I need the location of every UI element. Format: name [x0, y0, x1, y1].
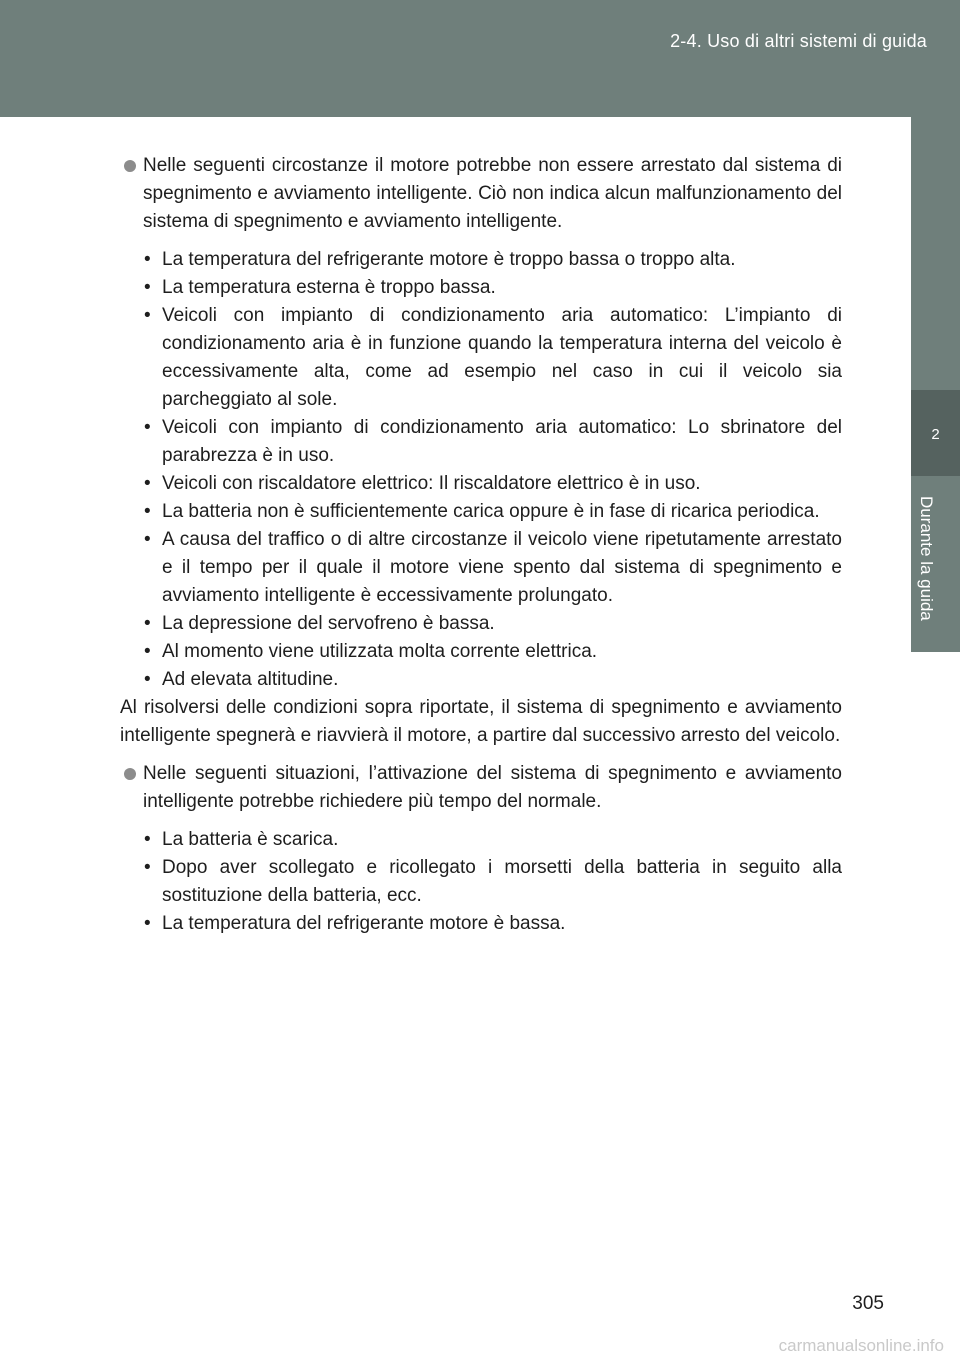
- page-number: 305: [852, 1293, 884, 1314]
- watermark: carmanualsonline.info: [778, 1336, 944, 1355]
- section-title: 2-4. Uso di altri sistemi di guida: [670, 31, 927, 51]
- bullet-paragraph-2: [120, 760, 842, 816]
- bullet-paragraph-1-text: Nelle seguenti circostanze il motore potrebbe non essere arrestato dal sistema di spegnimento e avviamento intelligente. Ciò non indica alcun malfunzionamento del sistema di spegnimento e avviamento intelligente.: [143, 155, 842, 232]
- bullet-dot-icon: [124, 160, 136, 172]
- bullet-paragraph-2-text: Nelle seguenti situazioni, l’attivazione del sistema di spegnimento e avviamento intelligente potrebbe richiedere più tempo del normale.: [143, 763, 842, 812]
- condition-list-2: [120, 826, 842, 938]
- chapter-title: Durante la guida: [917, 496, 936, 621]
- bullet-dot-icon: [124, 768, 136, 780]
- header-band: [0, 0, 960, 117]
- list-item: • La temperatura esterna è troppo bassa.: [120, 274, 842, 302]
- condition-list-1: [120, 246, 842, 694]
- list-item: • La batteria non è sufficientemente carica oppure è in fase di ricarica periodica.: [120, 498, 842, 526]
- list-item: • Ad elevata altitudine.: [120, 666, 842, 694]
- bullet-paragraph-1: [120, 152, 842, 236]
- list-item: • La batteria è scarica.: [120, 826, 842, 854]
- list-item: • Dopo aver scollegato e ricollegato i morsetti della batteria in seguito alla sostituzione della batteria, ecc.: [120, 854, 842, 910]
- list-item: • A causa del traffico o di altre circostanze il veicolo viene ripetutamente arrestato e il tempo per il quale il motore viene spento dal sistema di spegnimento e avviamento intelligente è eccessivamente prolungato.: [120, 526, 842, 610]
- list-item: • Veicoli con impianto di condizionamento aria automatico: Lo sbrinatore del parabrezza è in uso.: [120, 414, 842, 470]
- list-item: • La depressione del servofreno è bassa.: [120, 610, 842, 638]
- list-item: • Veicoli con impianto di condizionamento aria automatico: L’impianto di condizionamento aria è in funzione quando la temperatura interna del veicolo è eccessivamente alta, come ad esempio nel caso in cui il veicolo sia parcheggiato al sole.: [120, 302, 842, 414]
- chapter-number: 2: [931, 426, 940, 443]
- list-item: • Al momento viene utilizzata molta corrente elettrica.: [120, 638, 842, 666]
- list-item: • La temperatura del refrigerante motore è bassa.: [120, 910, 842, 938]
- list-item: • La temperatura del refrigerante motore è troppo bassa o troppo alta.: [120, 246, 842, 274]
- list-item: • Veicoli con riscaldatore elettrico: Il riscaldatore elettrico è in uso.: [120, 470, 842, 498]
- page-content: [120, 152, 842, 938]
- summary-paragraph: Al risolversi delle condizioni sopra riportate, il sistema di spegnimento e avviamento intelligente spegnerà e riavvierà il motore, a partire dal successivo arresto del veicolo.: [120, 697, 842, 746]
